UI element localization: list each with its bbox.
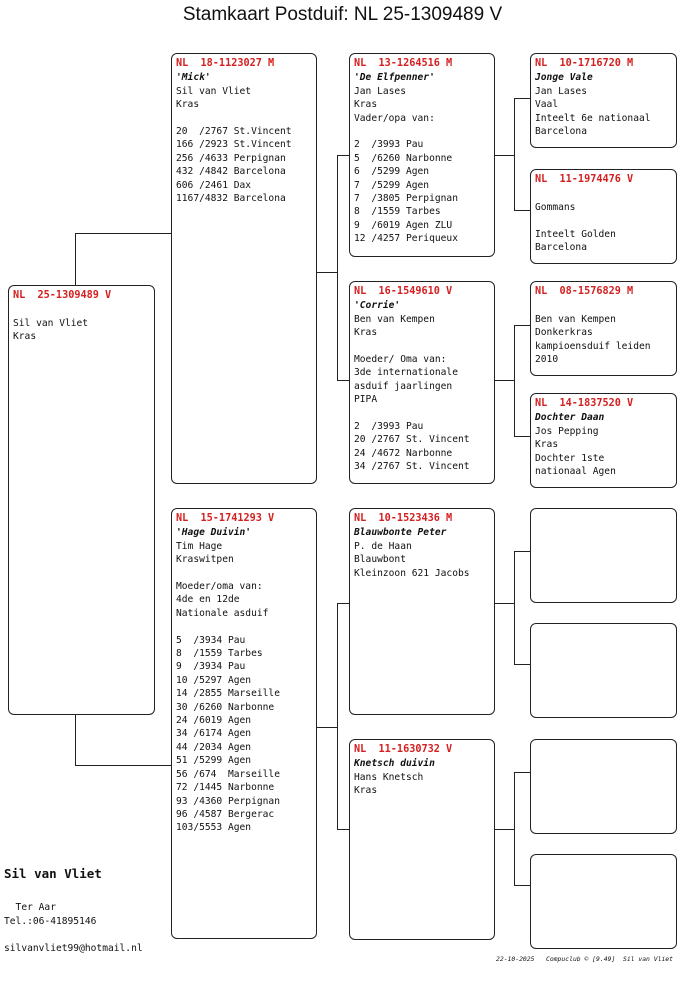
connector-line <box>514 325 515 437</box>
pigeon-info-line: Kras <box>354 99 378 111</box>
ring-number: NL 16-1549610 V <box>354 286 453 297</box>
pigeon-name: Knetsch duivin <box>354 758 435 770</box>
pigeon-info-line: Jos Pepping <box>535 425 599 437</box>
pigeon-info-line: 56 /674 Marseille <box>176 768 280 780</box>
pigeon-card-empty[interactable] <box>530 739 677 834</box>
pigeon-info-line: 12 /4257 Periqueux <box>354 233 458 245</box>
owner-email: silvanvliet99@hotmail.nl <box>4 943 143 954</box>
pigeon-info-line: 8 /1559 Tarbes <box>354 206 441 218</box>
connector-line <box>514 436 530 437</box>
pigeon-info-line: 7 /3805 Perpignan <box>354 193 458 205</box>
connector-line <box>494 380 515 381</box>
pigeon-info-line: 5 /6260 Narbonne <box>354 152 453 164</box>
owner-name: Sil van Vliet <box>4 866 102 881</box>
pigeon-info-line: 6 /5299 Agen <box>354 166 430 178</box>
footer-credit: 22-10-2025 Compuclub © [9.49] Sil van Vliet <box>496 955 673 963</box>
pigeon-info-line <box>176 112 312 125</box>
pigeon-card-empty[interactable] <box>530 508 677 603</box>
pigeon-card-mother-father[interactable] <box>349 508 495 715</box>
connector-line <box>75 233 171 234</box>
pigeon-name: Blauwbonte Peter <box>354 527 447 539</box>
pigeon-info-line: 96 /4587 Bergerac <box>176 808 275 820</box>
ring-number: NL 18-1123027 M <box>176 58 275 69</box>
connector-line <box>75 765 171 766</box>
connector-line <box>316 272 338 273</box>
pigeon-info-line: kampioensduif leiden <box>535 340 651 352</box>
pigeon-info-line: Ben van Kempen <box>535 313 616 325</box>
pigeon-info-line <box>354 340 490 353</box>
pigeon-name: 'Hage Duivin' <box>176 527 252 539</box>
pigeon-info-line: Gommans <box>535 201 576 213</box>
pigeon-info-line: 93 /4360 Perpignan <box>176 795 280 807</box>
pigeon-info-line: Nationale asduif <box>176 607 269 619</box>
pigeon-info-line <box>354 407 490 420</box>
pigeon-info-line: Kras <box>354 785 378 797</box>
pigeon-card-fmm[interactable] <box>530 393 677 488</box>
pigeon-info-line: 9 /3934 Pau <box>176 661 246 673</box>
pigeon-info-line: 14 /2855 Marseille <box>176 688 280 700</box>
pigeon-info-line: Barcelona <box>535 242 587 253</box>
pigeon-card-subject[interactable] <box>8 285 155 715</box>
connector-line <box>316 727 338 728</box>
pigeon-info-line: 432 /4842 Barcelona <box>176 166 286 178</box>
pigeon-info-line: Moeder/oma van: <box>176 581 263 593</box>
pigeon-info-line: 72 /1445 Narbonne <box>176 782 275 794</box>
pigeon-info-line: Moeder/ Oma van: <box>354 354 447 366</box>
pigeon-info-line: Sil van Vliet <box>13 317 89 329</box>
pigeon-name: Jonge Vale <box>535 72 593 84</box>
pigeon-info-line: 20 /2767 St.Vincent <box>176 126 292 138</box>
pigeon-info-line: nationaal Agen <box>535 466 616 478</box>
connector-line <box>514 885 530 886</box>
ring-number: NL 10-1716720 M <box>535 58 634 69</box>
pigeon-card-empty[interactable] <box>530 623 677 718</box>
pigeon-info-line: 8 /1559 Tarbes <box>176 648 263 660</box>
owner-place: Ter Aar <box>4 902 56 913</box>
pigeon-info-line: Kraswitpen <box>176 554 234 566</box>
pigeon-name: 'Mick' <box>176 72 211 84</box>
pigeon-info-line: 256 /4633 Perpignan <box>176 152 286 164</box>
page-title: Stamkaart Postduif: NL 25-1309489 V <box>182 4 503 25</box>
pigeon-card-mother[interactable] <box>171 508 317 939</box>
connector-line <box>514 98 530 99</box>
pigeon-info-line: 51 /5299 Agen <box>176 755 252 767</box>
pigeon-info-line: Donkerkras <box>535 327 593 339</box>
pigeon-info-line: 606 /2461 Dax <box>176 179 252 191</box>
connector-line <box>514 551 530 552</box>
pigeon-info-line: 2 /3993 Pau <box>354 421 424 433</box>
pigeon-info-line: 166 /2923 St.Vincent <box>176 139 292 151</box>
pigeon-info-line: PIPA <box>354 394 378 406</box>
pigeon-name: 'De Elfpenner' <box>354 72 435 84</box>
pigeon-info-line: 44 /2034 Agen <box>176 741 252 753</box>
pigeon-info-line <box>535 214 672 227</box>
pigeon-card-ffm[interactable] <box>530 169 677 264</box>
pigeon-info-line: Barcelona <box>535 126 587 138</box>
connector-line <box>514 772 530 773</box>
pigeon-info-line: 20 /2767 St. Vincent <box>354 434 470 446</box>
ring-number: NL 11-1974476 V <box>535 174 634 185</box>
pigeon-info-line: Kras <box>354 327 378 339</box>
pigeon-info-line <box>13 303 150 316</box>
pigeon-info-line: Jan Lases <box>354 85 406 97</box>
ring-number: NL 11-1630732 V <box>354 744 453 755</box>
pigeon-info-line: Inteelt 6e nationaal <box>535 112 651 124</box>
pigeon-info-line: 34 /2767 St. Vincent <box>354 461 470 473</box>
pigeon-info-line: P. de Haan <box>354 540 412 552</box>
pigeon-info-line: 10 /5297 Agen <box>176 674 252 686</box>
ring-number: NL 14-1837520 V <box>535 398 634 409</box>
connector-line <box>337 155 349 156</box>
pigeon-info-line <box>535 187 672 200</box>
connector-line <box>337 380 349 381</box>
pigeon-info-line: 3de internationale <box>354 367 458 379</box>
pigeon-info-line: 1167/4832 Barcelona <box>176 193 286 205</box>
pigeon-info-line: 24 /4672 Narbonne <box>354 447 453 459</box>
pigeon-info-line <box>354 125 490 138</box>
connector-line <box>514 551 515 665</box>
pigeon-info-line: Tim Hage <box>176 540 223 552</box>
ring-number: NL 25-1309489 V <box>13 290 112 301</box>
pigeon-info-line: 9 /6019 Agen ZLU <box>354 219 453 231</box>
pigeon-name: Dochter Daan <box>535 412 605 424</box>
connector-line <box>75 715 76 765</box>
pigeon-info-line: 7 /5299 Agen <box>354 179 430 191</box>
pigeon-card-mother-mother[interactable] <box>349 739 495 940</box>
connector-line <box>494 603 515 604</box>
pigeon-info-line: Kleinzoon 621 Jacobs <box>354 567 470 579</box>
pigeon-info-line: Sil van Vliet <box>176 85 252 97</box>
pigeon-info-line: asduif jaarlingen <box>354 380 453 392</box>
pigeon-info-line: Blauwbont <box>354 554 406 566</box>
connector-line <box>514 772 515 886</box>
pigeon-card-fmf[interactable] <box>530 281 677 376</box>
pigeon-card-empty[interactable] <box>530 854 677 949</box>
pigeon-card-father[interactable] <box>171 53 317 484</box>
pigeon-info-line: Vader/opa van: <box>354 112 435 124</box>
pigeon-info-line: Dochter 1ste <box>535 452 605 464</box>
ring-number: NL 10-1523436 M <box>354 513 453 524</box>
connector-line <box>337 603 349 604</box>
pigeon-info-line: 24 /6019 Agen <box>176 715 252 727</box>
owner-phone: Tel.:06-41895146 <box>4 916 97 927</box>
pigeon-name: 'Corrie' <box>354 300 401 312</box>
pigeon-info-line: Jan Lases <box>535 85 587 97</box>
ring-number: NL 08-1576829 M <box>535 286 634 297</box>
ring-number: NL 15-1741293 V <box>176 513 275 524</box>
pigeon-info-line: Hans Knetsch <box>354 771 424 783</box>
connector-line <box>514 664 530 665</box>
connector-line <box>514 210 530 211</box>
pigeon-info-line <box>535 299 672 312</box>
pigeon-info-line: Vaal <box>535 99 559 111</box>
pigeon-card-fff[interactable] <box>530 53 677 148</box>
pigeon-card-father-father[interactable] <box>349 53 495 257</box>
pigeon-info-line: Inteelt Golden <box>535 228 616 240</box>
pigeon-info-line: Kras <box>535 439 559 451</box>
pigeon-info-line <box>176 567 312 580</box>
connector-line <box>337 829 349 830</box>
pigeon-info-line: 103/5553 Agen <box>176 822 252 834</box>
pigeon-info-line: 34 /6174 Agen <box>176 728 252 740</box>
connector-line <box>75 233 76 285</box>
pigeon-card-father-mother[interactable] <box>349 281 495 484</box>
pigeon-info-line: 30 /6260 Narbonne <box>176 701 275 713</box>
pigeon-info-line: 4de en 12de <box>176 594 240 606</box>
connector-line <box>494 829 515 830</box>
connector-line <box>514 98 515 211</box>
pigeon-info-line <box>176 620 312 633</box>
connector-line <box>337 603 338 830</box>
pigeon-info-line: Kras <box>176 99 200 111</box>
pigeon-info-line: 2 /3993 Pau <box>354 139 424 151</box>
pigeon-info-line: Kras <box>13 331 37 343</box>
pigeon-info-line: 2010 <box>535 354 559 366</box>
connector-line <box>514 325 530 326</box>
pigeon-info-line: Ben van Kempen <box>354 313 435 325</box>
pigeon-info-line: 5 /3934 Pau <box>176 634 246 646</box>
ring-number: NL 13-1264516 M <box>354 58 453 69</box>
connector-line <box>494 155 515 156</box>
connector-line <box>337 155 338 381</box>
